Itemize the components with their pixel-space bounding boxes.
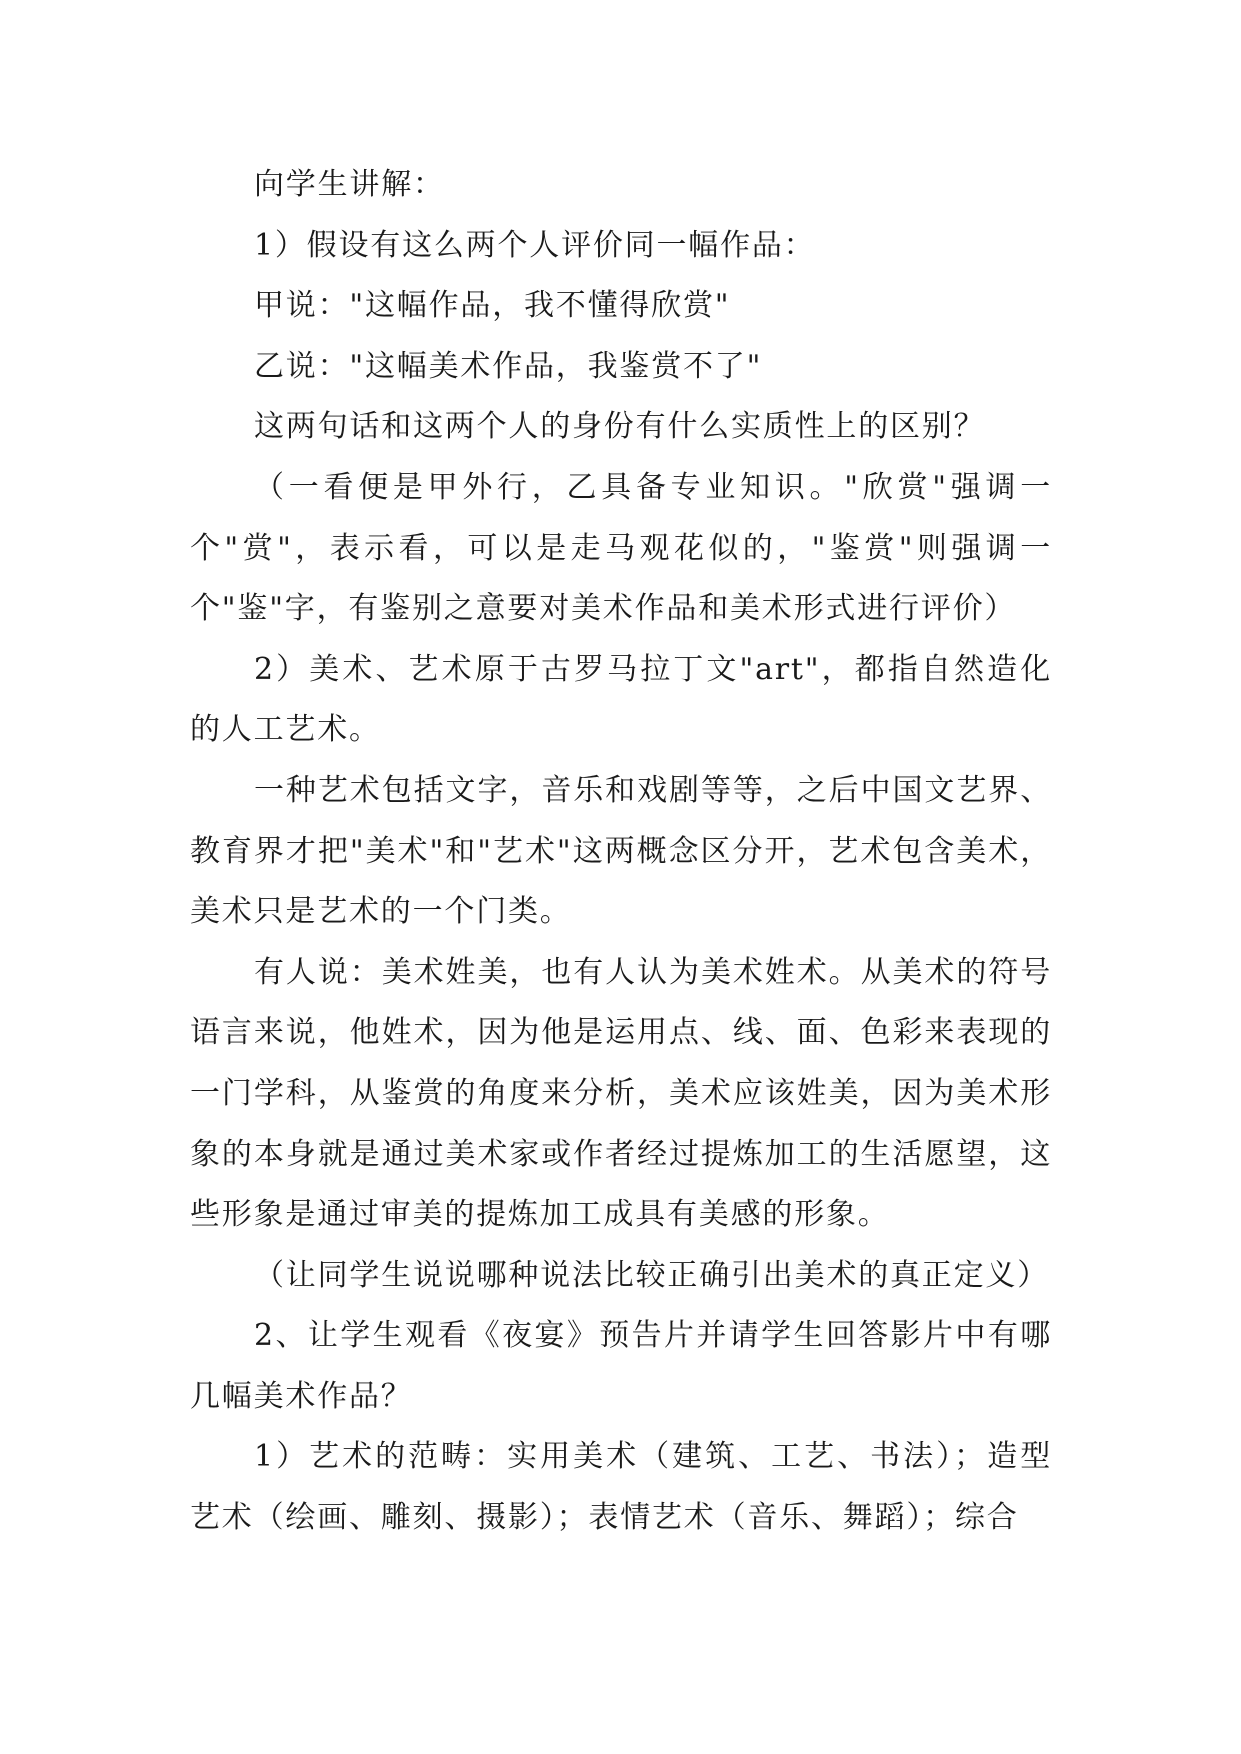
paragraph-scope: 1）艺术的范畴：实用美术（建筑、工艺、书法）；造型艺术（绘画、雕刻、摄影）；表情艺术（音乐、舞蹈）；综合 [190, 1439, 1052, 1536]
paragraph-video-task: 2、让学生观看《夜宴》预告片并请学生回答影片中有哪几幅美术作品？ [190, 1318, 1052, 1414]
paragraph-yi-quote: 乙说："这幅美术作品，我鉴赏不了" [254, 348, 763, 384]
paragraph-discussion: （让同学生说说哪种说法比较正确引出美术的真正定义） [254, 1257, 1049, 1293]
paragraph-point-2: 2）美术、艺术原于古罗马拉丁文"art"，都指自然造化的人工艺术。 [190, 651, 1052, 748]
paragraph-opinion: 有人说：美术姓美，也有人认为美术姓术。从美术的符号语言来说，他姓术，因为他是运用点、线、面、色彩来表现的一门学科，从鉴赏的角度来分析，美术应该姓美，因为美术形象的本身就是通过美术家或作者经过提炼加工的生活愿望，这些形象是通过审美的提炼加工成具有美感的形象。 [190, 954, 1052, 1233]
paragraph-point-1: 1）假设有这么两个人评价同一幅作品： [254, 227, 816, 263]
paragraph-intro: 向学生讲解： [254, 167, 445, 202]
paragraph-answer: （一看便是甲外行，乙具备专业知识。"欣赏"强调一个"赏"，表示看，可以是走马观花似的，"鉴赏"则强调一个"鉴"字，有鉴别之意要对美术作品和美术形式进行评价） [190, 469, 1052, 627]
document-body [190, 155, 1052, 1549]
paragraph-question: 这两句话和这两个人的身份有什么实质性上的区别？ [254, 409, 986, 445]
paragraph-art-categories: 一种艺术包括文字，音乐和戏剧等等，之后中国文艺界、教育界才把"美术"和"艺术"这两概念区分开，艺术包含美术，美术只是艺术的一个门类。 [190, 772, 1052, 930]
paragraph-jia-quote: 甲说："这幅作品，我不懂得欣赏" [254, 288, 731, 324]
